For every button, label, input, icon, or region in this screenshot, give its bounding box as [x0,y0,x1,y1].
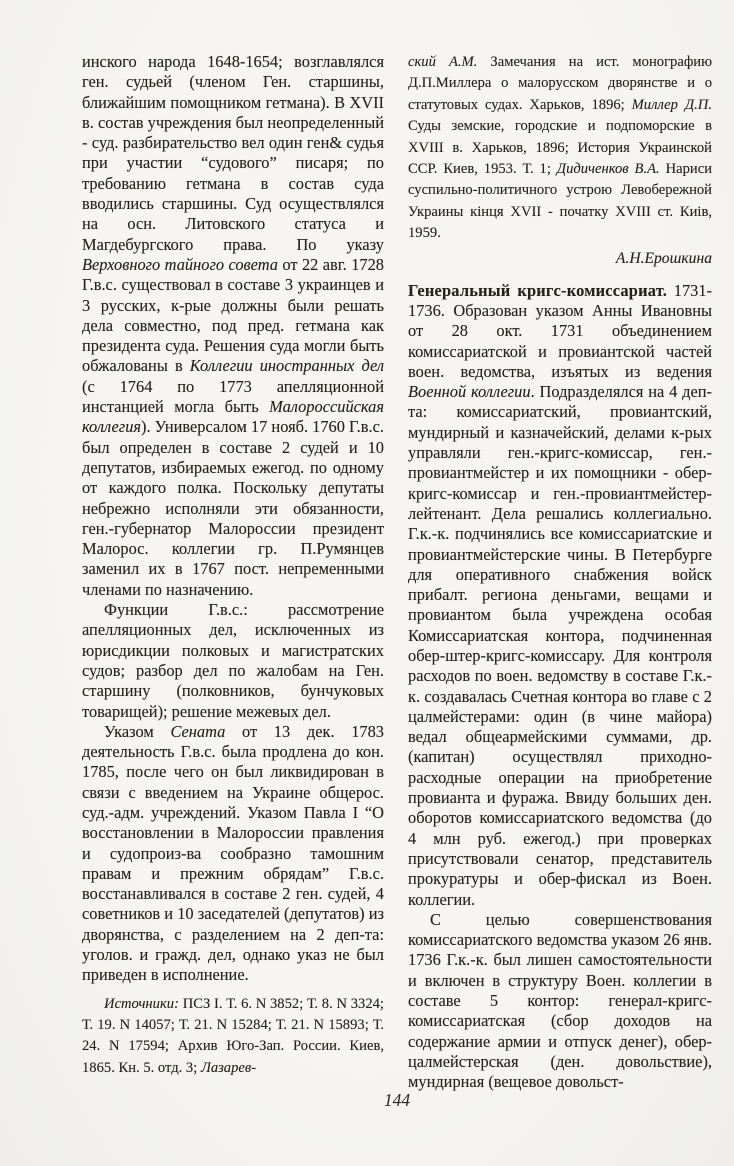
entry-continuation-paragraph: инского народа 1648-1654; возглавлялся ген. судьей (членом Ген. старшины, ближайшим помощником гетмана). В XVII в. состав учреждения был неопределенный - суд. разбирательство вел один ген& судья при участии “судового” писаря; по требованию гетмана в состав суда вводились старшины. Суд осуществлялся на осн. Литовского статуса и Магдебургского права. По указу Верховного тайного совета от 22 авг. 1728 Г.в.с. существовал в составе 3 украинцев и 3 русских, к-рые должны были решать дела совместно, под пред. гетмана как президента суда. Решения суда могли быть обжалованы в Коллегии иностранных дел (с 1764 по 1773 апелляционной инстанцией могла быть Малороссийская коллегия). Универсалом 17 нояб. 1760 Г.в.с. был определен в составе 2 судей и 10 депутатов, избираемых ежегод. по одному от каждого полка. Поскольку депутаты небрежно исполняли эти обязанности, ген.-губернатор Малороссии президент Малорос. коллегии гр. П.Румянцев заменил их в 1767 пост. непременными членами по назначению. [82,52,384,599]
decree-paragraph: Указом Сената от 13 дек. 1783 деятельность Г.в.с. была продлена до кон. 1785, после чего он был ликвидирован в связи с введением на Украине общерос. суд.-адм. учреждений. Указом Павла I “О восстановлении в Малороссии правления и судопроиз-ва сообразно тамошним правам и прежним обрядам” Г.в.с. восстанавливался в составе 2 ген. судей, 4 советников и 10 заседателей (депутатов) из дворянства, с разделением на 2 деп-та: уголов. и гражд. дел, однако указ не был приведен в исполнение. [82,721,384,985]
text-columns [82,52,712,1093]
entry-second-paragraph: С целью совершенствования комиссариатского ведомства указом 26 янв. 1736 Г.к.-к. был лишен самостоятельности и включен в структуру Воен. коллегии в составе 5 контор: генерал-кригс-комиссариатская (сбор доходов на содержание армии и отпуск денег), обер-цалмейстерская (ден. довольствие), мундирная (вещевое довольст- [408,909,712,1092]
functions-paragraph: Функции Г.в.с.: рассмотрение апелляционных дел, исключенных из юрисдикции полковых и магистратских судов; разбор дел по жалобам на Ген. старшину (полковников, бунчуковых товарищей); решение межевых дел. [82,600,384,721]
page-number: 144 [383,1090,411,1110]
sources-paragraph: Источники: ПСЗ I. Т. 6. N 3852; Т. 8. N 3324; Т. 19. N 14057; Т. 21. N 15284; Т. 21. N 15893; Т. 24. N 17594; Архив Юго-Зап. России. Киев, 1865. Кн. 5. отд. 3; Лазарев- [82,995,384,1076]
left-column [82,52,384,1093]
entry-heading-paragraph: Генеральный кригс-комиссариат. 1731-1736. Образован указом Анны Ивановны от 28 окт. 1731 объединением комиссариатской и провиантской частей воен. ведомства, изъятых из ведения Военной коллегии. Подразделялся на 4 деп-та: комиссариатский, провиантский, мундирный и казначейский, делами к-рых управляли ген.-кригс-комиссар, ген.-провиантмейстер и их помощники - обер-кригс-комиссар и ген.-провиантмейстер-лейтенант. Дела решались коллегиально. Г.к.-к. подчинялись все комиссариатские и провиантмейстерские чины. В Петербурге для оперативного снабжения войск прибалт. региона деньгами, вещами и провиантом была учреждена особая Комиссариатская контора, подчиненная обер-штер-кригс-комиссару. Для контроля расходов по воен. ведомству в составе Г.к.-к. создавалась Счетная контора во главе с 2 цалмейстерами: один (в чине майора) ведал общеармейскими суммами, др. (капитан) осуществлял приходно-расходные операции на приобретение провианта и фуража. Ввиду больших ден. оборотов комиссариатского ведомства (до 4 млн руб. ежегод.) при проверках присутствовали сенатор, представитель прокуратуры и обер-фискал из Воен. коллегии. [408,280,713,909]
sources-continuation-paragraph: ский А.М. Замечания на ист. монографию Д.П.Миллера о малорусском дворянстве и о статутовых судах. Харьков, 1896; Миллер Д.П. Суды земские, городские и подпоморские в XVIII в. Харьков, 1896; История Украинской ССР. Киев, 1953. Т. 1; Дидиченков В.А. Нариси суспильно-политичного устрою Левобережной Украины кінця XVII - початку XVIII ст. Киів, 1959. [408,54,713,242]
author-signature: А.Н.Ерошкина [615,249,712,267]
right-column [408,52,712,1093]
